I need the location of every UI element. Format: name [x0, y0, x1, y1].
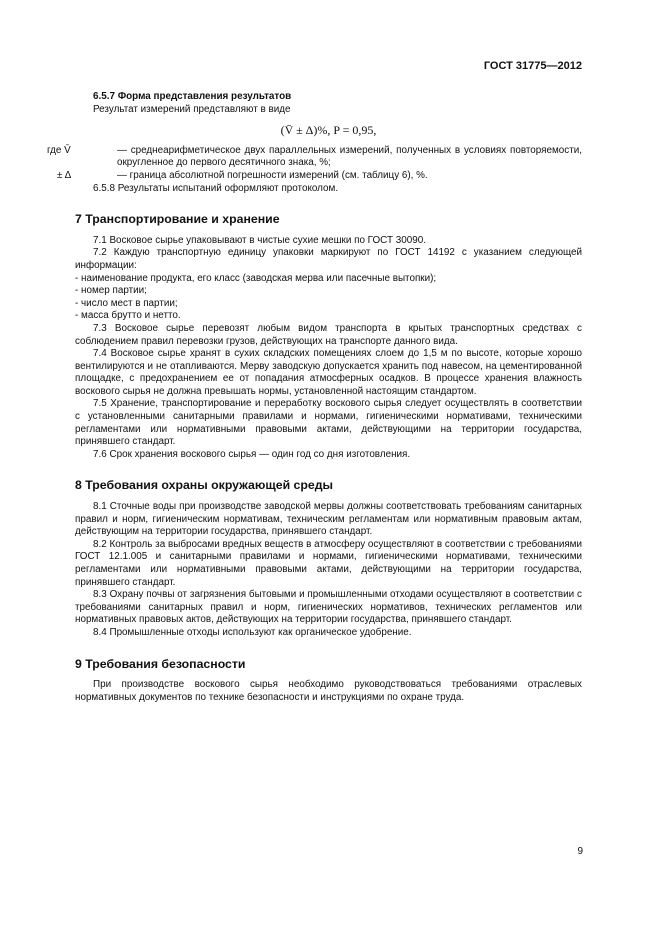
formula-where-mean	[47, 144, 582, 170]
section-9-heading: 9 Требования безопасности	[75, 656, 246, 671]
section-6-5-7-intro: Результат измерений представляют в виде	[93, 103, 291, 115]
where-mean-text: — среднеарифметическое двух параллельных измерений, полученных в условиях повторяемости, округленное до первого десятичного знака, %;	[117, 144, 582, 169]
section-6-5-7-title: 6.5.7 Форма представления результатов	[93, 91, 292, 102]
document-header: ГОСТ 31775—2012	[483, 60, 582, 72]
para-8-4: 8.4 Промышленные отходы используют как органическое удобрение.	[93, 626, 412, 638]
list-item: - номер партии;	[75, 285, 147, 297]
para-7-6: 7.6 Срок хранения воскового сырья — один год со дня изготовления.	[93, 448, 411, 460]
where-error-text: — граница абсолютной погрешности измерений (см. таблицу 6), %.	[117, 169, 428, 181]
list-item: - число мест в партии;	[75, 297, 178, 309]
document-body	[47, 91, 582, 704]
result-formula: (V̄ ± Δ)%, P = 0,95,	[280, 123, 377, 138]
para-8-3: 8.3 Охрану почвы от загрязнения бытовыми и промышленными отходами осуществляют в соответствии с требованиями санитарных правил и норм, гигиенических нормативов, технических регламентов или нормативных правовых актов, действующих на территории государства, принявшего стандарт.	[75, 589, 582, 626]
para-7-5: 7.5 Хранение, транспортирование и переработку воскового сырья следует осуществлять в соответствии с установленными санитарными правилами и нормами, гигиеническими нормативами, техническими регламентами или нормативными правовыми актами, действующими на территории государства, принявшего стандарт.	[75, 398, 582, 448]
para-7-2: 7.2 Каждую транспортную единицу упаковки маркируют по ГОСТ 14192 с указанием следующей информации:	[75, 247, 582, 271]
section-8-heading: 8 Требования охраны окружающей среды	[75, 478, 334, 493]
para-9: При производстве воскового сырья необходимо руководствоваться требованиями отраслевых нормативных документов по технике безопасности и инструкциями по охране труда.	[75, 679, 582, 703]
list-item: - масса брутто и нетто.	[75, 310, 181, 322]
para-8-2: 8.2 Контроль за выбросами вредных веществ в атмосферу осуществляют в соответствии с требованиями ГОСТ 12.1.005 и санитарными правилами и нормами, гигиеническими нормативами, техническими регламентами или нормативными правовыми актами, действующими на территории государства, принявшего стандарт.	[75, 538, 582, 588]
para-7-4: 7.4 Восковое сырье хранят в сухих складских помещениях слоем до 1,5 м по высоте, которые хорошо вентилируются и не отапливаются. Мерву заводскую допускается хранить под навесом, на цементированной площадке, с предохранением ее от попадания атмосферных осадков. В процессе хранения влажность воскового сырья не должна превышать нормы, установленной настоящим стандартом.	[75, 348, 582, 397]
para-7-3: 7.3 Восковое сырье перевозят любым видом транспорта в крытых транспортных средствах с соблюдением правил перевозки грузов, действующих на транспорте данного вида.	[75, 322, 582, 347]
para-7-1: 7.1 Восковое сырье упаковывают в чистые сухие мешки по ГОСТ 30090.	[93, 234, 426, 246]
where-error-symbol: ± Δ	[57, 169, 72, 181]
formula-where-error	[57, 169, 582, 183]
section-7-heading: 7 Транспортирование и хранение	[75, 212, 280, 227]
section-6-5-8: 6.5.8 Результаты испытаний оформляют протоколом.	[93, 182, 339, 194]
page-number: 9	[577, 846, 583, 857]
where-mean-symbol: где V̄	[47, 144, 71, 156]
list-item: - наименование продукта, его класс (заводская мерва или пасечные вытопки);	[75, 272, 437, 284]
para-8-1: 8.1 Сточные воды при производстве заводской мервы должны соответствовать требованиям санитарных правил и норм, гигиеническим нормативам, техническим регламентам или нормативным правовым актам, действующим на территории государства, принявшего стандарт.	[75, 501, 582, 538]
